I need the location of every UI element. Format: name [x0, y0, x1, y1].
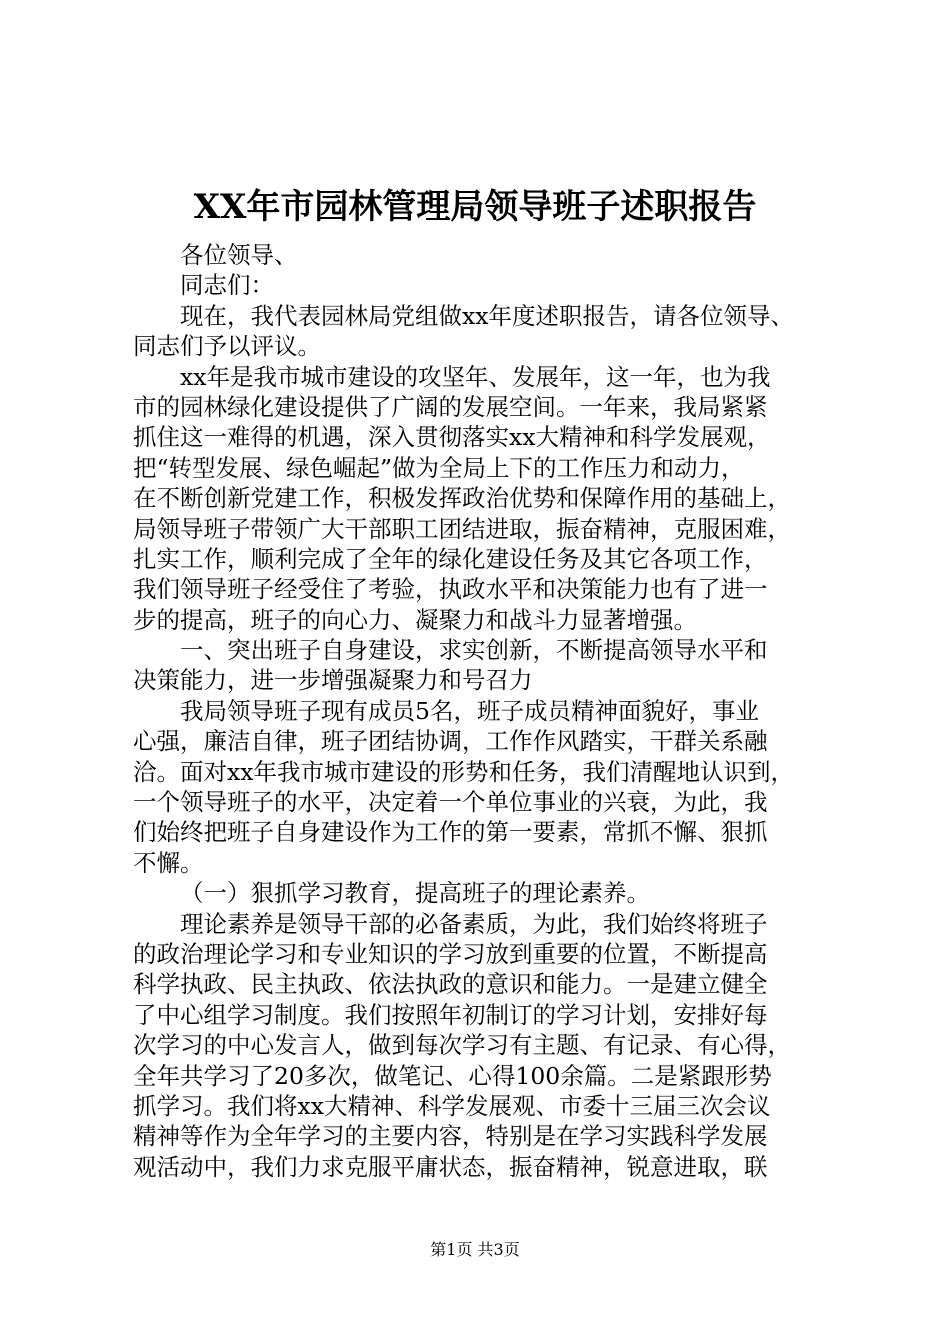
text-line: 扎实工作，顺利完成了全年的绿化建设任务及其它各项工作， — [133, 544, 768, 573]
text-line: 我局领导班子现有成员5名，班子成员精神面貌好，事业 — [180, 696, 759, 725]
text-line: 抓住这一难得的机遇，深入贯彻落实xx大精神和科学发展观， — [133, 423, 771, 452]
text-line: 一个领导班子的水平，决定着一个单位事业的兴衰，为此，我 — [133, 788, 768, 817]
text-line: 不懈。 — [133, 848, 204, 877]
document-body — [133, 240, 833, 1182]
text-line: 全年共学习了20多次，做笔记、心得100余篇。二是紧跟形势 — [133, 1061, 772, 1090]
text-line: 科学执政、民主执政、依法执政的意识和能力。一是建立健全 — [133, 970, 768, 999]
text-line: 观活动中，我们力求克服平庸状态，振奋精神，锐意进取，联 — [133, 1152, 768, 1181]
text-line: 局领导班子带领广大干部职工团结进取，振奋精神，克服困难， — [133, 514, 791, 543]
text-line: 的政治理论学习和专业知识的学习放到重要的位置，不断提高 — [133, 939, 768, 968]
text-line: 现在，我代表园林局党组做xx年度述职报告，请各位领导、 — [180, 301, 795, 330]
text-line: 洽。面对xx年我市城市建设的形势和任务，我们清醒地认识到， — [133, 757, 795, 786]
text-line: 精神等作为全年学习的主要内容，特别是在学习实践科学发展 — [133, 1122, 768, 1151]
text-line: 理论素养是领导干部的必备素质，为此，我们始终将班子 — [180, 909, 768, 938]
text-line: 们始终把班子自身建设作为工作的第一要素，常抓不懈、狠抓 — [133, 818, 768, 847]
text-line: 我们领导班子经受住了考验，执政水平和决策能力也有了进一 — [133, 575, 768, 604]
text-line: 在不断创新党建工作，积极发挥政治优势和保障作用的基础上， — [133, 484, 791, 513]
page-footer: 第1页 共3页 — [430, 1240, 520, 1259]
text-line: xx年是我市城市建设的攻坚年、发展年，这一年，也为我 — [180, 362, 771, 391]
text-line: 各位领导、 — [180, 241, 298, 269]
text-line: 抓学习。我们将xx大精神、科学发展观、市委十三届三次会议 — [133, 1091, 771, 1120]
text-line: 了中心组学习制度。我们按照年初制订的学习计划，安排好每 — [133, 1000, 768, 1029]
text-line: 步的提高，班子的向心力、凝聚力和战斗力显著增强。 — [133, 605, 697, 634]
section-heading: 一、突出班子自身建设，求实创新，不断提高领导水平和 — [180, 636, 768, 665]
text-line: 把“转型发展、绿色崛起”做为全局上下的工作压力和动力， — [133, 453, 745, 482]
text-line: 同志们予以评议。 — [133, 332, 321, 361]
text-line: 市的园林绿化建设提供了广阔的发展空间。一年来，我局紧紧 — [133, 392, 768, 421]
text-line: 同志们： — [180, 271, 274, 300]
subsection-heading: （一）狠抓学习教育，提高班子的理论素养。 — [180, 879, 650, 908]
document-title: XX年市园林管理局领导班子述职报告 — [193, 187, 757, 227]
text-line: 次学习的中心发言人，做到每次学习有主题、有记录、有心得， — [133, 1031, 791, 1060]
text-line: 心强，廉洁自律，班子团结协调，工作作风踏实，干群关系融 — [133, 727, 768, 756]
section-heading: 决策能力，进一步增强凝聚力和号召力 — [133, 666, 533, 695]
